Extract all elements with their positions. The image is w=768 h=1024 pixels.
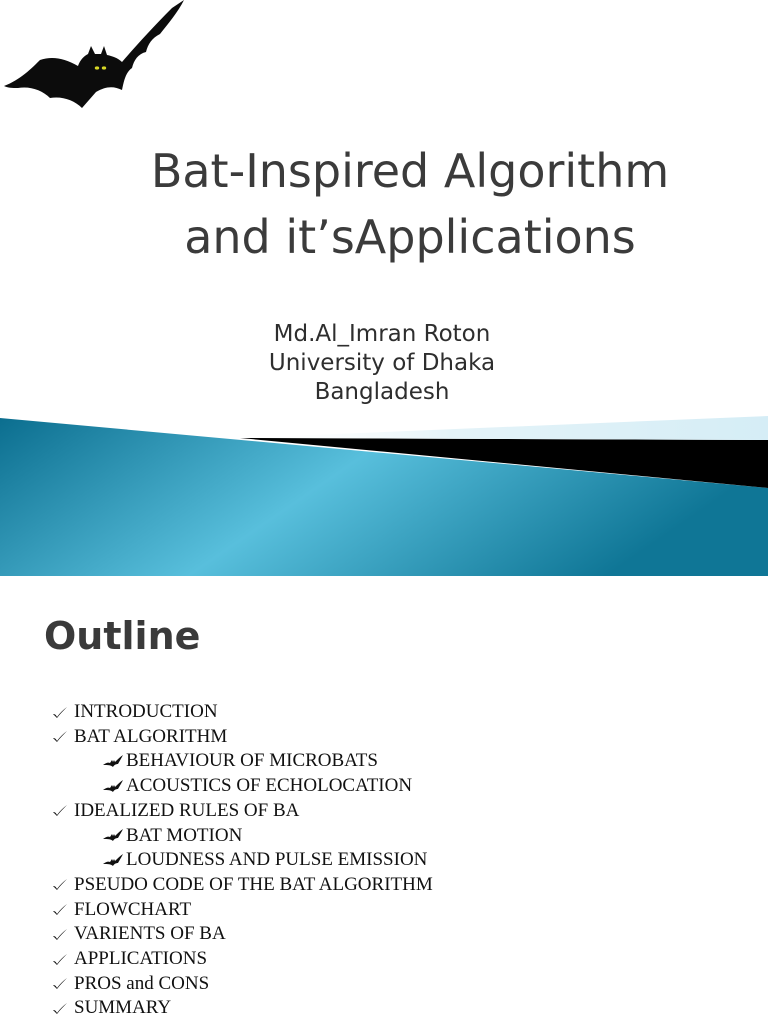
outline-item [50,946,207,971]
title-line-1: Bat-Inspired Algorithm [150,144,670,198]
bat-bullet-icon [102,779,124,793]
outline-item-label: IDEALIZED RULES OF BA [74,799,300,821]
bat-bullet-icon [50,803,72,817]
outline-heading: Outline [44,614,201,658]
bat-bullet-icon [102,754,124,768]
bat-icon [0,0,190,115]
outline-item [50,897,191,922]
bat-bullet-icon [50,1001,72,1015]
bat-bullet-icon [50,705,72,719]
bat-bullet-icon [50,729,72,743]
outline-item-label: BAT ALGORITHM [74,725,228,747]
outline-item-label: LOUDNESS AND PULSE EMISSION [126,849,428,871]
outline-item-label: PROS and CONS [74,972,210,994]
outline-item-label: VARIENTS OF BA [74,923,226,945]
outline-item [50,872,433,897]
bat-bullet-icon [102,828,124,842]
outline-item-label: APPLICATIONS [74,948,208,969]
author-name: Md.Al_Imran Roton [273,321,491,347]
outline-item [102,748,378,773]
outline-slide [0,576,768,1024]
outline-item-label: PSEUDO CODE OF THE BAT ALGORITHM [74,873,433,895]
bat-bullet-icon [50,927,72,941]
decorative-banner [0,410,768,576]
outline-item [50,699,218,724]
bat-bullet-icon [50,952,72,966]
outline-item-label: BEHAVIOUR OF MICROBATS [126,750,378,772]
bat-bullet-icon [50,902,72,916]
outline-item [102,823,242,848]
outline-item [50,798,299,823]
outline-item [102,847,427,872]
outline-item-label: SUMMARY [74,997,172,1019]
outline-item [50,971,209,996]
outline-item [50,724,227,749]
outline-item [50,995,171,1020]
outline-item-label: BAT MOTION [126,824,243,846]
outline-item-label: FLOWCHART [74,898,192,920]
author-block [0,320,766,407]
outline-item [102,773,412,798]
outline-item [50,921,226,946]
bat-bullet-icon [50,877,72,891]
bat-bullet-icon [50,976,72,990]
university-name: University of Dhaka [268,350,496,376]
country-name: Bangladesh [314,379,450,405]
slide-title [26,138,768,270]
outline-item-label: ACOUSTICS OF ECHOLOCATION [126,775,413,797]
title-line-2: and it’sApplications [184,210,636,264]
outline-item-label: INTRODUCTION [74,701,218,722]
bat-bullet-icon [102,853,124,867]
